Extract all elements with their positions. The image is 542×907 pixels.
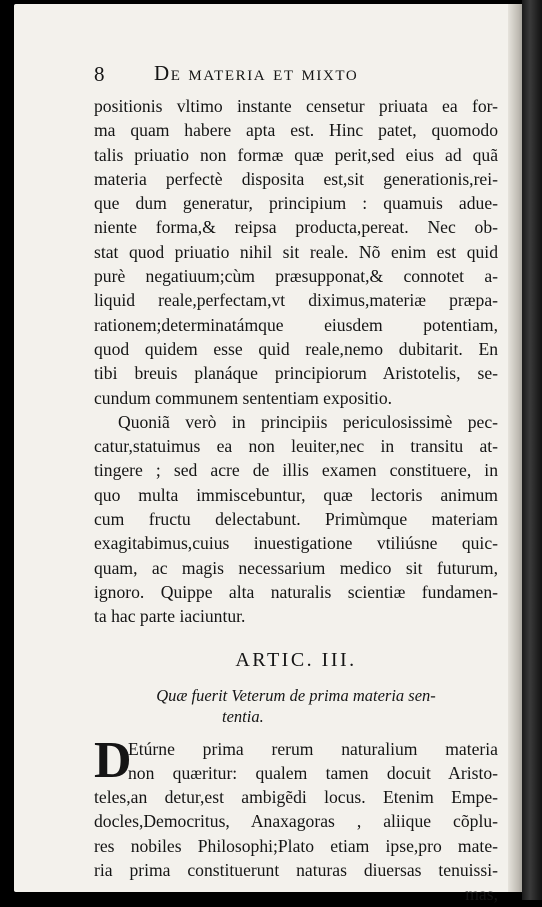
text-line: catur,statuimus ea non leuiter,nec in transitu at- <box>94 436 498 457</box>
drop-capital: D <box>94 731 132 789</box>
book-edge <box>522 0 542 900</box>
text-line: positionis vltimo instante censetur priuata ea for- <box>94 96 498 116</box>
paragraph-3 <box>94 731 498 907</box>
text-line: materia perfectè disposita est,sit generationis,rei- <box>94 168 498 189</box>
running-head <box>94 58 498 94</box>
text-line: purè negatiuum;cùm præsupponat,& connotet a- <box>94 266 498 287</box>
text-line: ta hac parte iaciuntur. <box>94 606 246 627</box>
text-line: quam, ac magis necessarium medico sit futurum, <box>94 557 498 578</box>
text-line: exagitabimus,cuius inuestigatione vtiliúsne quic- <box>94 533 498 554</box>
text-line: stat quod priuatio nihil sit reale. Nõ enim est quid <box>94 241 498 262</box>
catchword: mas, <box>465 884 498 905</box>
section-subheading: Quæ fuerit Veterum de prima materia sen- <box>156 685 436 705</box>
text-line: docles,Democritus, Anaxagoras , aliique cõplu- <box>94 811 498 832</box>
text-line: non quæritur: qualem tamen docuit Aristo- <box>128 762 498 783</box>
text-line: Etúrne prima rerum naturalium materia <box>128 738 498 759</box>
text-line: ma quam habere apta est. Hinc patet, quomodo <box>94 120 498 141</box>
paragraph-1 <box>94 94 498 410</box>
text-line: ria prima constituerunt naturas diuersas tenuissi- <box>94 860 498 881</box>
text-line: cundum communem sententiam expositio. <box>94 387 393 408</box>
text-line: quo multa immiscebuntur, quæ lectoris animum <box>94 484 498 505</box>
text-line: rationem;determinatámque eiusdem potentiam, <box>94 314 498 335</box>
book-page <box>14 4 526 905</box>
text-line: quod quidem esse quid reale,nemo dubitarit. En <box>94 338 498 359</box>
text-line: tibi breuis planáque principiorum Aristotelis, se- <box>94 363 498 384</box>
text-line: niente forma,& reipsa producta,pereat. Nec ob- <box>94 217 498 238</box>
paragraph-2 <box>94 410 498 629</box>
text-line: ignoro. Quippe alta naturalis scientiæ fundamen- <box>94 581 498 602</box>
running-title: De materia et mixto <box>154 61 359 85</box>
text-line: cum fructu delectabunt. Primùmque materiam <box>94 509 498 530</box>
text-line: Quoniã verò in principiis periculosissimè pec- <box>118 411 498 432</box>
text-line: talis priuatio non formæ quæ perit,sed eius ad quã <box>94 144 498 165</box>
text-line: que dum generatur, principium : quamuis adue- <box>94 193 498 214</box>
text-line: tingere ; sed acre de illis examen constituere, in <box>94 460 498 481</box>
section-heading: ARTIC. III. <box>235 648 357 671</box>
text-line: res nobiles Philosophi;Plato etiam ipse,pro mate- <box>94 835 498 856</box>
section-subheading-continued: tentia. <box>222 706 264 726</box>
text-line: liquid reale,perfectam,vt diximus,materiæ præpa- <box>94 290 498 311</box>
page-number: 8 <box>94 62 105 86</box>
text-line: teles,an detur,est ambigẽdi locus. Etenim Empe- <box>94 787 498 808</box>
text-block <box>94 58 498 907</box>
